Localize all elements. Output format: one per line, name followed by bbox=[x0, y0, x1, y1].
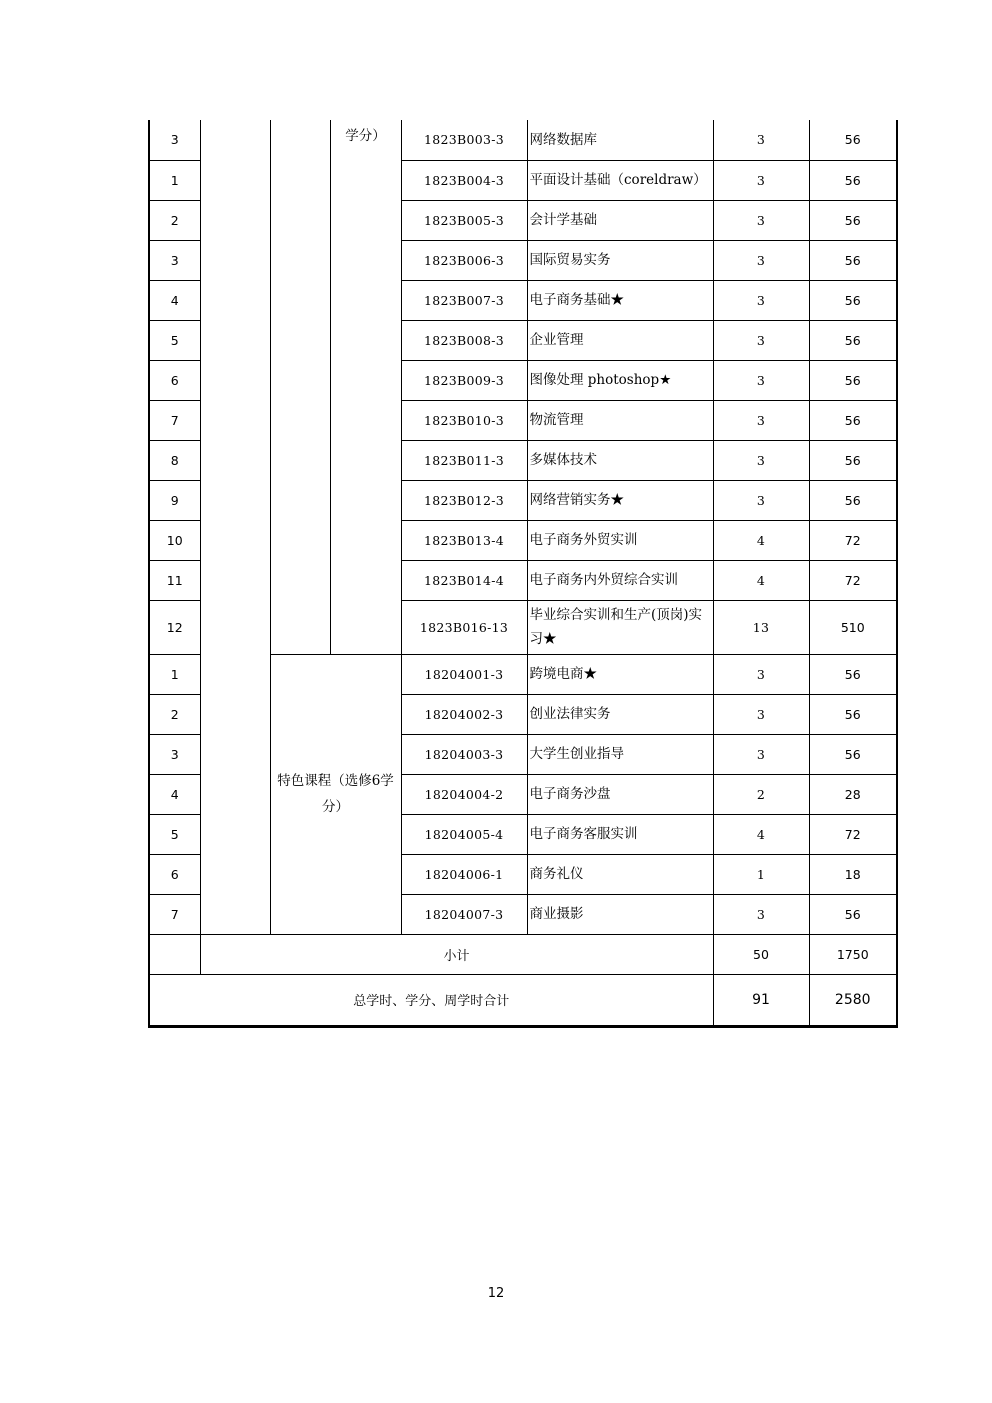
course-code: 1823B009-3 bbox=[401, 360, 527, 400]
course-hours: 56 bbox=[809, 654, 897, 694]
course-hours: 56 bbox=[809, 734, 897, 774]
course-code: 1823B004-3 bbox=[401, 160, 527, 200]
course-credits: 3 bbox=[713, 200, 809, 240]
course-hours: 56 bbox=[809, 120, 897, 160]
course-name: 企业管理 bbox=[527, 320, 713, 360]
course-code: 1823B006-3 bbox=[401, 240, 527, 280]
course-credits: 3 bbox=[713, 160, 809, 200]
course-code: 18204006-1 bbox=[401, 854, 527, 894]
course-code: 1823B005-3 bbox=[401, 200, 527, 240]
course-name: 平面设计基础（coreldraw） bbox=[527, 160, 713, 200]
course-code: 18204001-3 bbox=[401, 654, 527, 694]
course-name: 商业摄影 bbox=[527, 894, 713, 934]
course-credits: 3 bbox=[713, 654, 809, 694]
course-name: 大学生创业指导 bbox=[527, 734, 713, 774]
course-hours: 56 bbox=[809, 440, 897, 480]
subtotal-label: 小计 bbox=[200, 934, 713, 974]
course-hours: 28 bbox=[809, 774, 897, 814]
course-name: 电子商务沙盘 bbox=[527, 774, 713, 814]
course-credits: 3 bbox=[713, 240, 809, 280]
course-code: 1823B003-3 bbox=[401, 120, 527, 160]
course-code: 1823B011-3 bbox=[401, 440, 527, 480]
course-credits: 3 bbox=[713, 694, 809, 734]
course-hours: 72 bbox=[809, 814, 897, 854]
course-hours: 56 bbox=[809, 694, 897, 734]
course-credits: 3 bbox=[713, 894, 809, 934]
course-code: 18204003-3 bbox=[401, 734, 527, 774]
course-table-body bbox=[149, 120, 897, 1026]
course-name: 毕业综合实训和生产(顶岗)实习★ bbox=[527, 600, 713, 654]
row-number: 3 bbox=[149, 734, 200, 774]
row-number: 7 bbox=[149, 894, 200, 934]
course-name: 会计学基础 bbox=[527, 200, 713, 240]
row-number: 12 bbox=[149, 600, 200, 654]
course-name: 网络数据库 bbox=[527, 120, 713, 160]
course-name: 图像处理 photoshop★ bbox=[527, 360, 713, 400]
course-name: 电子商务外贸实训 bbox=[527, 520, 713, 560]
course-credits: 4 bbox=[713, 560, 809, 600]
course-hours: 56 bbox=[809, 240, 897, 280]
grand-total-row bbox=[149, 974, 897, 1026]
row-number: 8 bbox=[149, 440, 200, 480]
course-credits: 2 bbox=[713, 774, 809, 814]
course-hours: 56 bbox=[809, 360, 897, 400]
course-credits: 3 bbox=[713, 734, 809, 774]
subtotal-hours: 1750 bbox=[809, 934, 897, 974]
course-credits: 13 bbox=[713, 600, 809, 654]
course-hours: 56 bbox=[809, 894, 897, 934]
course-hours: 56 bbox=[809, 280, 897, 320]
course-hours: 72 bbox=[809, 520, 897, 560]
subtotal-row bbox=[149, 934, 897, 974]
row-number: 4 bbox=[149, 774, 200, 814]
course-code: 18204002-3 bbox=[401, 694, 527, 734]
course-hours: 510 bbox=[809, 600, 897, 654]
row-number: 2 bbox=[149, 694, 200, 734]
row-number: 1 bbox=[149, 654, 200, 694]
course-credits: 3 bbox=[713, 320, 809, 360]
table-row bbox=[149, 120, 897, 160]
grand-total-hours: 2580 bbox=[809, 974, 897, 1026]
course-credits: 4 bbox=[713, 520, 809, 560]
course-credits: 1 bbox=[713, 854, 809, 894]
course-code: 18204007-3 bbox=[401, 894, 527, 934]
course-name: 国际贸易实务 bbox=[527, 240, 713, 280]
category-cell: 学分） bbox=[330, 120, 401, 654]
course-credits: 3 bbox=[713, 440, 809, 480]
course-hours: 18 bbox=[809, 854, 897, 894]
page-number: 12 bbox=[487, 1286, 505, 1301]
course-name: 物流管理 bbox=[527, 400, 713, 440]
row-number: 3 bbox=[149, 240, 200, 280]
row-number: 11 bbox=[149, 560, 200, 600]
course-credits: 3 bbox=[713, 480, 809, 520]
subtotal-credits: 50 bbox=[713, 934, 809, 974]
course-code: 1823B013-4 bbox=[401, 520, 527, 560]
course-credits: 4 bbox=[713, 814, 809, 854]
row-number: 10 bbox=[149, 520, 200, 560]
course-code: 1823B014-4 bbox=[401, 560, 527, 600]
row-number: 7 bbox=[149, 400, 200, 440]
course-name: 跨境电商★ bbox=[527, 654, 713, 694]
course-code: 1823B008-3 bbox=[401, 320, 527, 360]
row-number: 5 bbox=[149, 814, 200, 854]
course-code: 1823B016-13 bbox=[401, 600, 527, 654]
course-code: 1823B007-3 bbox=[401, 280, 527, 320]
course-hours: 56 bbox=[809, 480, 897, 520]
course-name: 商务礼仪 bbox=[527, 854, 713, 894]
course-credits: 3 bbox=[713, 400, 809, 440]
category-cell: 特色课程（选修6学分） bbox=[270, 654, 401, 934]
course-code: 1823B012-3 bbox=[401, 480, 527, 520]
subtotal-blank bbox=[149, 934, 200, 974]
row-number: 1 bbox=[149, 160, 200, 200]
course-hours: 56 bbox=[809, 400, 897, 440]
module-cell bbox=[200, 120, 270, 934]
course-name: 创业法律实务 bbox=[527, 694, 713, 734]
row-number: 9 bbox=[149, 480, 200, 520]
course-credits: 3 bbox=[713, 280, 809, 320]
grand-total-label: 总学时、学分、周学时合计 bbox=[149, 974, 713, 1026]
course-code: 18204004-2 bbox=[401, 774, 527, 814]
course-hours: 72 bbox=[809, 560, 897, 600]
course-hours: 56 bbox=[809, 200, 897, 240]
row-number: 3 bbox=[149, 120, 200, 160]
course-table bbox=[148, 120, 898, 1028]
course-name: 网络营销实务★ bbox=[527, 480, 713, 520]
course-code: 18204005-4 bbox=[401, 814, 527, 854]
row-number: 6 bbox=[149, 360, 200, 400]
course-name: 电子商务基础★ bbox=[527, 280, 713, 320]
course-credits: 3 bbox=[713, 120, 809, 160]
course-hours: 56 bbox=[809, 320, 897, 360]
row-number: 2 bbox=[149, 200, 200, 240]
course-hours: 56 bbox=[809, 160, 897, 200]
row-number: 4 bbox=[149, 280, 200, 320]
course-credits: 3 bbox=[713, 360, 809, 400]
course-name: 电子商务内外贸综合实训 bbox=[527, 560, 713, 600]
course-name: 多媒体技术 bbox=[527, 440, 713, 480]
row-number: 5 bbox=[149, 320, 200, 360]
group-cell bbox=[270, 120, 330, 654]
row-number: 6 bbox=[149, 854, 200, 894]
course-code: 1823B010-3 bbox=[401, 400, 527, 440]
course-name: 电子商务客服实训 bbox=[527, 814, 713, 854]
grand-total-credits: 91 bbox=[713, 974, 809, 1026]
